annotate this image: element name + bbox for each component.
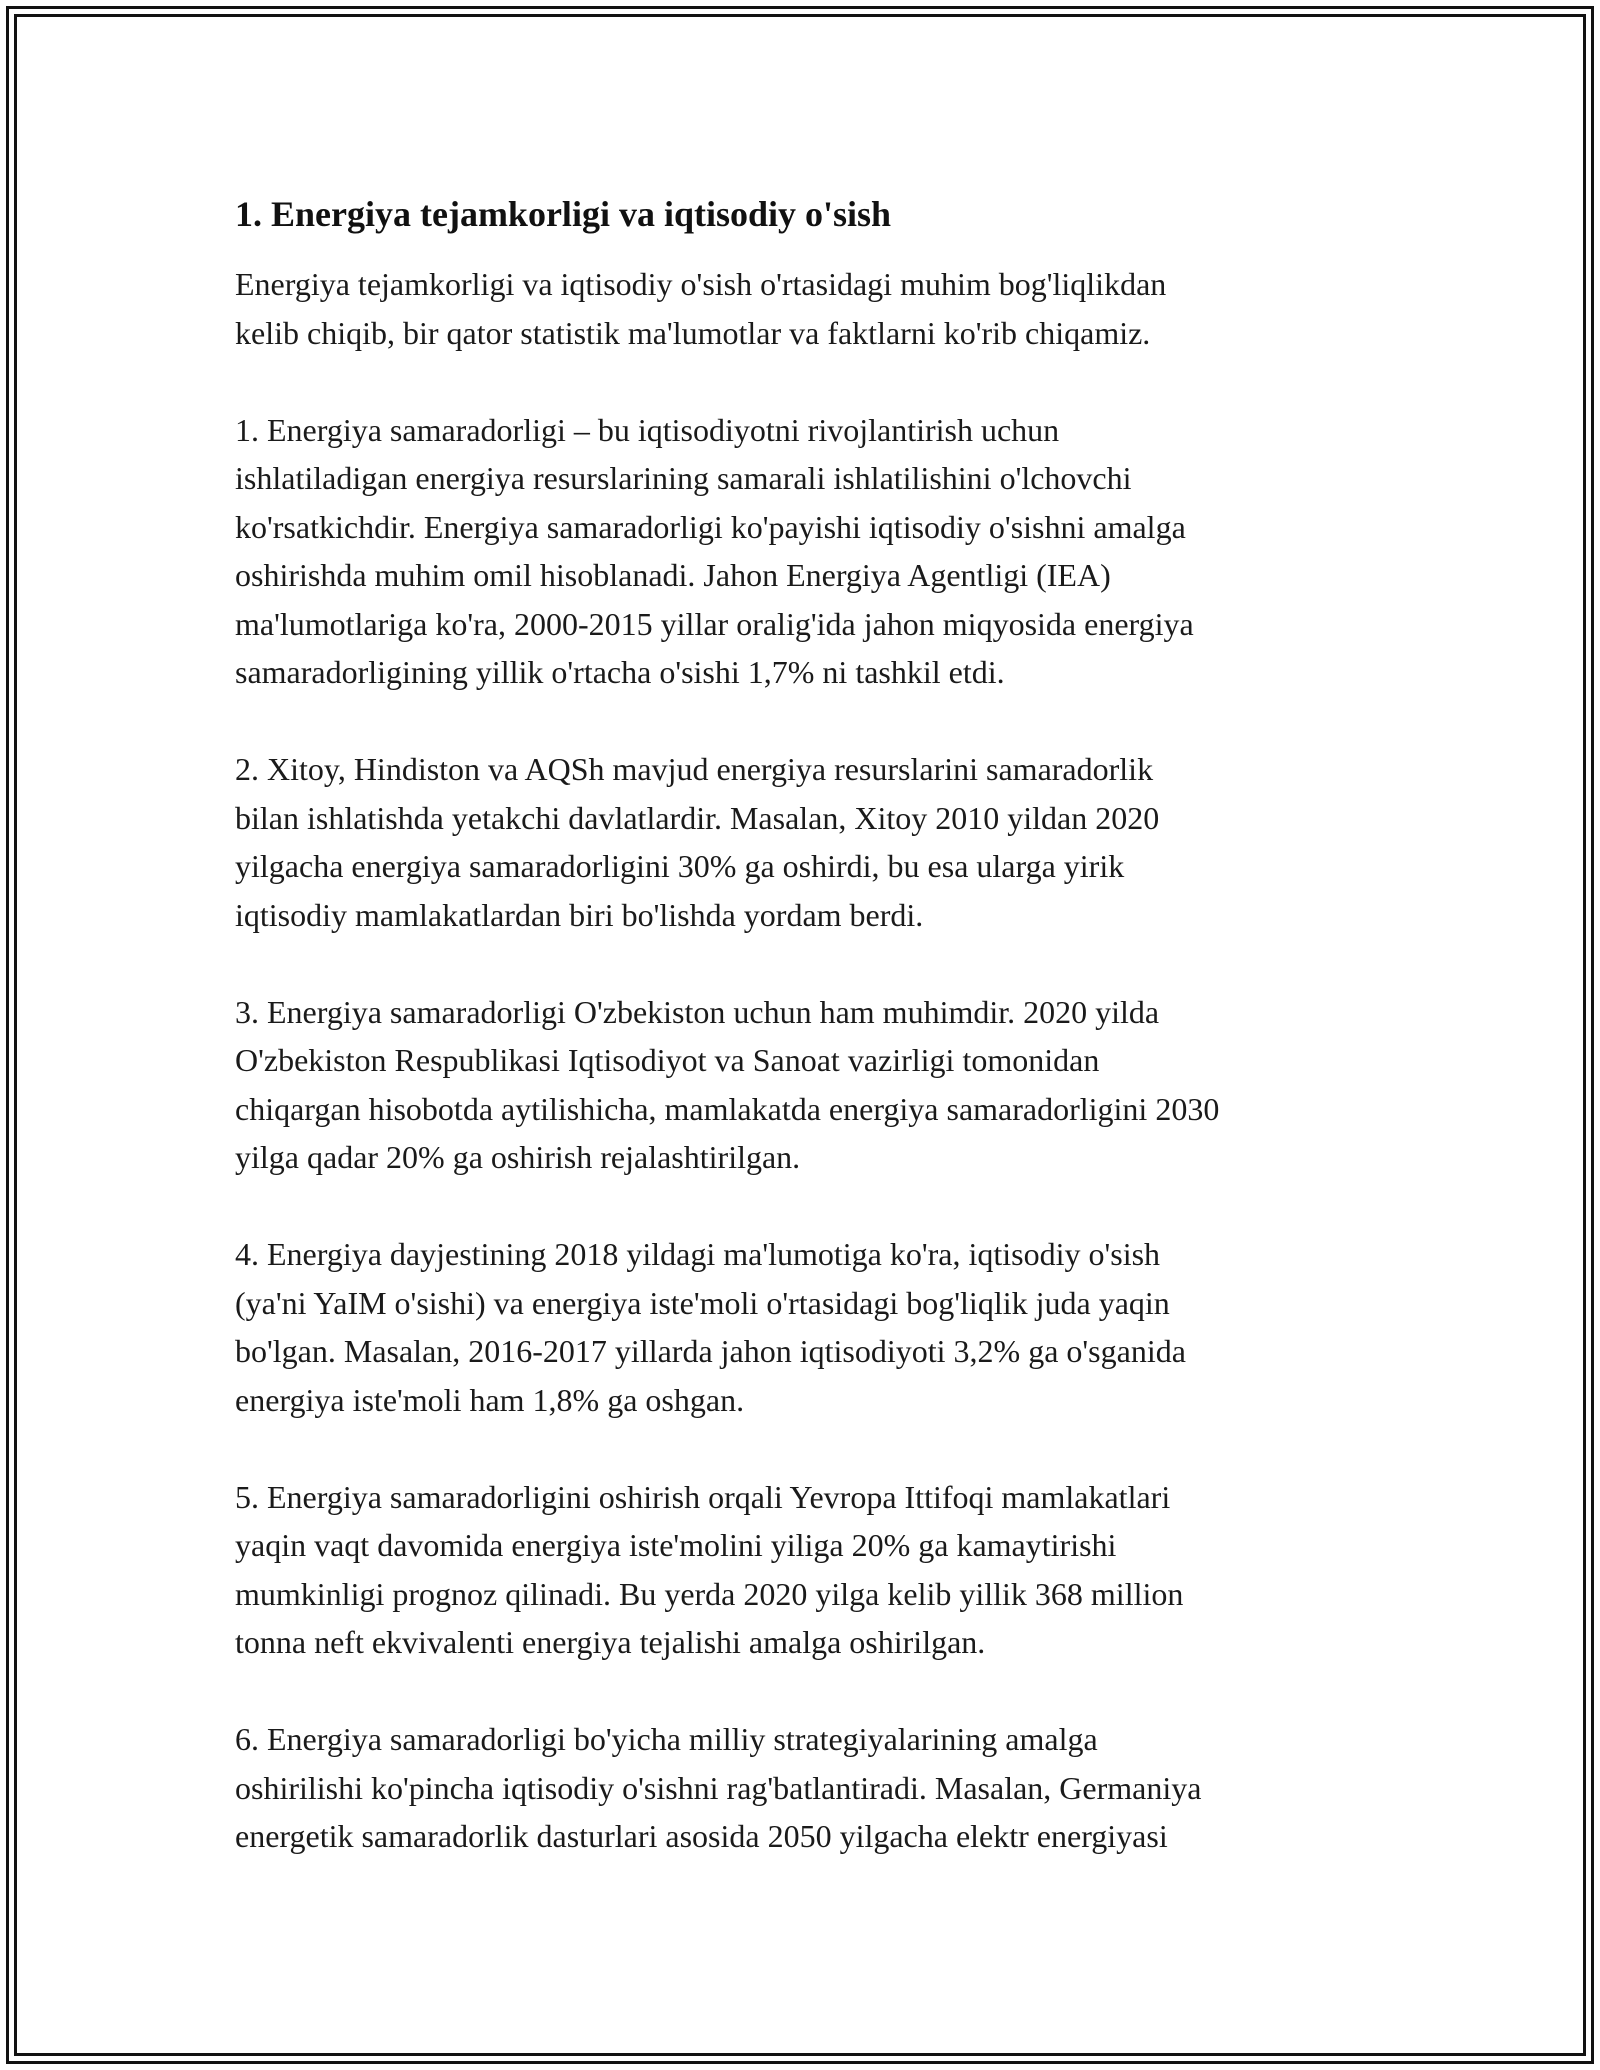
document-body [235,188,1385,1861]
paragraph-2: 2. Xitoy, Hindiston va AQSh mavjud energiya resurslarini samaradorlik bilan ishlatishda yetakchi davlatlardir. Masalan, Xitoy 2010 yildan 2020 yilgacha energiya samaradorligini 30% ga oshirdi, bu esa ularga yirik iqtisodiy mamlakatlardan biri bo'lishda yordam berdi. [235,751,1160,933]
section-heading: 1. Energiya tejamkorligi va iqtisodiy o'sish [235,194,892,234]
paragraph-1: 1. Energiya samaradorligi – bu iqtisodiyotni rivojlantirish uchun ishlatiladigan energiya resurslarining samarali ishlatilishini o'lchovchi ko'rsatkichdir. Energiya samaradorligi ko'payishi iqtisodiy o'sishni amalga oshirishda muhim omil hisoblanadi. Jahon Energiya Agentligi (IEA) ma'lumotlariga ko'ra, 2000-2015 yillar oralig'ida jahon miqyosida energiya samaradorligining yillik o'rtacha o'sishi 1,7% ni tashkil etdi. [235,411,1194,690]
intro-paragraph: Energiya tejamkorligi va iqtisodiy o'sish o'rtasidagi muhim bog'liqlikdan kelib chiqib, bir qator statistik ma'lumotlar va faktlarni ko'rib chiqamiz. [235,266,1167,351]
paragraph-3: 3. Energiya samaradorligi O'zbekiston uchun ham muhimdir. 2020 yilda O'zbekiston Respublikasi Iqtisodiyot va Sanoat vazirligi tomonidan chiqargan hisobotda aytilishicha, mamlakatda energiya samaradorligini 2030 yilga qadar 20% ga oshirish rejalashtirilgan. [235,993,1220,1175]
paragraph-4: 4. Energiya dayjestining 2018 yildagi ma'lumotiga ko'ra, iqtisodiy o'sish (ya'ni YaIM o'sishi) va energiya iste'moli o'rtasidagi bog'liqlik juda yaqin bo'lgan. Masalan, 2016-2017 yillarda jahon iqtisodiyoti 3,2% ga o'sganida energiya iste'moli ham 1,8% ga oshgan. [235,1236,1186,1418]
paragraph-6: 6. Energiya samaradorligi bo'yicha milliy strategiyalarining amalga oshirilishi ko'pincha iqtisodiy o'sishni rag'batlantiradi. Masalan, Germaniya energetik samaradorlik dasturlari asosida 2050 yilgacha elektr energiyasi [235,1721,1202,1854]
paragraph-5: 5. Energiya samaradorligini oshirish orqali Yevropa Ittifoqi mamlakatlari yaqin vaqt davomida energiya iste'molini yiliga 20% ga kamaytirishi mumkinligi prognoz qilinadi. Bu yerda 2020 yilga kelib yillik 368 million tonna neft ekvivalenti energiya tejalishi amalga oshirilgan. [235,1478,1184,1660]
